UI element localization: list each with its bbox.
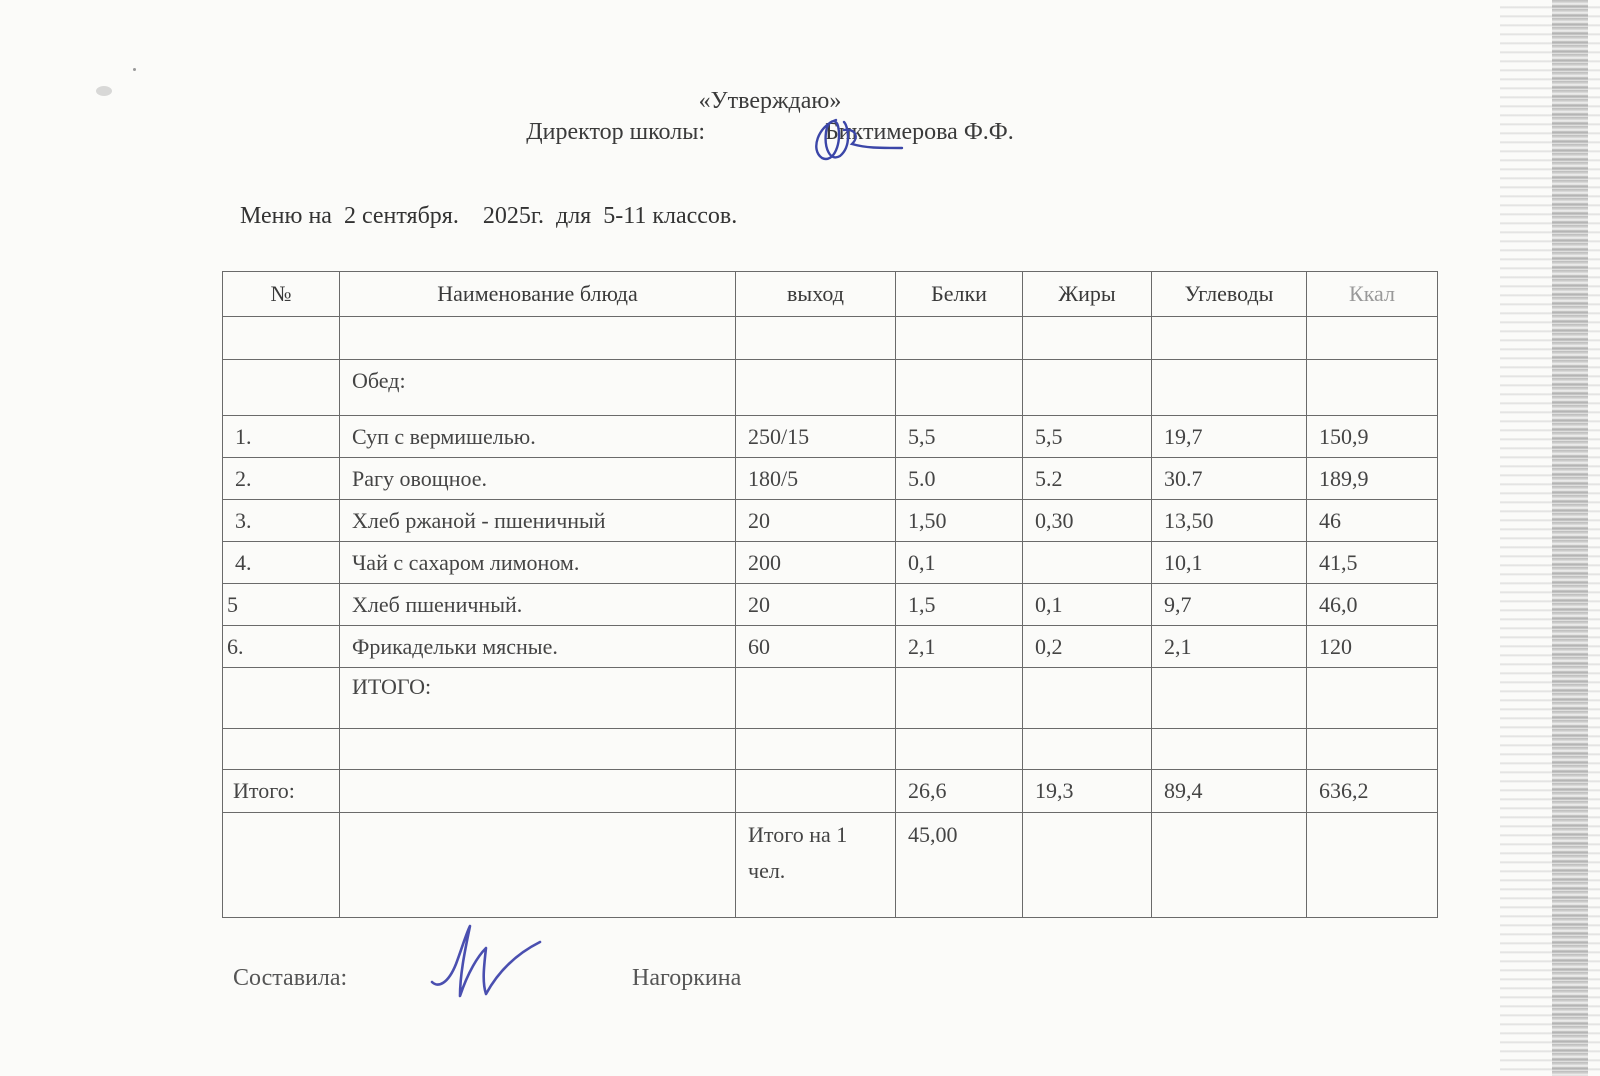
yield: 180/5 bbox=[736, 458, 896, 500]
kcal: 41,5 bbox=[1307, 542, 1438, 584]
protein: 1,50 bbox=[896, 500, 1023, 542]
fat: 0,30 bbox=[1023, 500, 1152, 542]
yield: 60 bbox=[736, 626, 896, 668]
col-header-protein: Белки bbox=[896, 272, 1023, 317]
carbs: 10,1 bbox=[1152, 542, 1307, 584]
kcal: 46 bbox=[1307, 500, 1438, 542]
scan-speck bbox=[133, 68, 136, 71]
total-protein: 26,6 bbox=[896, 770, 1023, 813]
total-carbs: 89,4 bbox=[1152, 770, 1307, 813]
per-person-label: Итого на 1 чел. bbox=[736, 813, 896, 918]
kcal: 46,0 bbox=[1307, 584, 1438, 626]
row-number: 6. bbox=[223, 626, 340, 668]
protein: 2,1 bbox=[896, 626, 1023, 668]
protein: 1,5 bbox=[896, 584, 1023, 626]
header-row bbox=[223, 272, 1438, 317]
dish-name: Рагу овощное. bbox=[340, 458, 736, 500]
subtotal-row bbox=[223, 668, 1438, 729]
dish-name: Суп с вермишелью. bbox=[340, 416, 736, 458]
dish-name: Хлеб пшеничный. bbox=[340, 584, 736, 626]
director-name: Биктимерова Ф.Ф. bbox=[825, 119, 1014, 145]
lunch-section-row bbox=[223, 360, 1438, 416]
total-row bbox=[223, 770, 1438, 813]
approve-heading: «Утверждаю» bbox=[698, 88, 842, 114]
col-header-fat: Жиры bbox=[1023, 272, 1152, 317]
total-kcal: 636,2 bbox=[1307, 770, 1438, 813]
blank-row bbox=[223, 317, 1438, 360]
table-row bbox=[223, 626, 1438, 668]
dish-name: Фрикадельки мясные. bbox=[340, 626, 736, 668]
total-label: Итого: bbox=[223, 770, 340, 813]
table-row bbox=[223, 416, 1438, 458]
col-header-yield: выход bbox=[736, 272, 896, 317]
blank-row bbox=[223, 729, 1438, 770]
compiler-signature bbox=[426, 912, 546, 1012]
yield: 200 bbox=[736, 542, 896, 584]
protein: 0,1 bbox=[896, 542, 1023, 584]
approval-block bbox=[0, 88, 1600, 146]
fat: 5.2 bbox=[1023, 458, 1152, 500]
table-row bbox=[223, 500, 1438, 542]
fat: 5,5 bbox=[1023, 416, 1152, 458]
fat: 0,1 bbox=[1023, 584, 1152, 626]
kcal: 150,9 bbox=[1307, 416, 1438, 458]
carbs: 9,7 bbox=[1152, 584, 1307, 626]
col-header-carbs: Углеводы bbox=[1152, 272, 1307, 317]
director-signature bbox=[808, 112, 908, 172]
col-header-kcal: Ккал bbox=[1307, 272, 1438, 317]
table-row bbox=[223, 542, 1438, 584]
row-number: 2. bbox=[223, 458, 340, 500]
carbs: 30.7 bbox=[1152, 458, 1307, 500]
compiled-by-name: Нагоркина bbox=[632, 965, 742, 991]
dish-name: Хлеб ржаной - пшеничный bbox=[340, 500, 736, 542]
kcal: 120 bbox=[1307, 626, 1438, 668]
protein: 5,5 bbox=[896, 416, 1023, 458]
col-header-number: № bbox=[223, 272, 340, 317]
scan-edge-artifact-dark bbox=[1552, 0, 1588, 1076]
yield: 250/15 bbox=[736, 416, 896, 458]
compiled-by-label: Составила: bbox=[233, 965, 348, 991]
fat bbox=[1023, 542, 1152, 584]
director-line bbox=[0, 119, 1600, 146]
table-row bbox=[223, 458, 1438, 500]
dish-name: Чай с сахаром лимоном. bbox=[340, 542, 736, 584]
carbs: 19,7 bbox=[1152, 416, 1307, 458]
row-number: 1. bbox=[223, 416, 340, 458]
per-person-row bbox=[223, 813, 1438, 918]
table-row bbox=[223, 584, 1438, 626]
col-header-dish: Наименование блюда bbox=[340, 272, 736, 317]
per-person-value: 45,00 bbox=[896, 813, 1023, 918]
row-number: 4. bbox=[223, 542, 340, 584]
director-label: Директор школы: bbox=[526, 119, 706, 145]
row-number: 5 bbox=[223, 584, 340, 626]
menu-title: Меню на 2 сентября. 2025г. для 5-11 классов. bbox=[240, 203, 738, 229]
yield: 20 bbox=[736, 584, 896, 626]
fat: 0,2 bbox=[1023, 626, 1152, 668]
carbs: 2,1 bbox=[1152, 626, 1307, 668]
row-number: 3. bbox=[223, 500, 340, 542]
carbs: 13,50 bbox=[1152, 500, 1307, 542]
lunch-label: Обед: bbox=[340, 360, 736, 416]
protein: 5.0 bbox=[896, 458, 1023, 500]
kcal: 189,9 bbox=[1307, 458, 1438, 500]
yield: 20 bbox=[736, 500, 896, 542]
total-fat: 19,3 bbox=[1023, 770, 1152, 813]
subtotal-label: ИТОГО: bbox=[340, 668, 736, 729]
menu-table bbox=[222, 271, 1438, 918]
